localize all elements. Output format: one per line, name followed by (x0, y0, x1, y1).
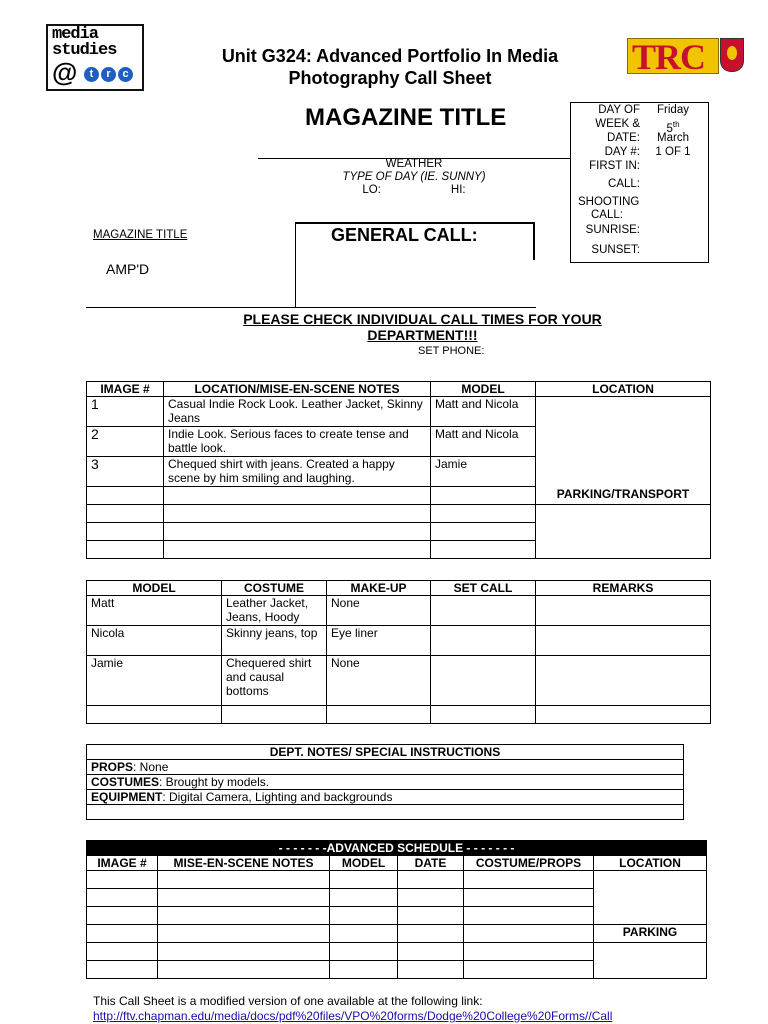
document-title: Unit G324: Advanced Portfolio In Media Photography Call Sheet (221, 46, 559, 88)
table-row (87, 805, 684, 820)
table-row: PROPS: None (87, 760, 684, 775)
set-phone-label: SET PHONE: (418, 345, 485, 357)
magazine-title-heading: MAGAZINE TITLE (305, 104, 507, 131)
table-row: 1 Casual Indie Rock Look. Leather Jacket, Skinny Jeans Matt and Nicola (87, 397, 711, 427)
magazine-title-label: MAGAZINE TITLE (93, 229, 188, 241)
table-row: Nicola Skinny jeans, top Eye liner (87, 626, 711, 656)
source-link[interactable]: http://ftv.chapman.edu/media/docs/pdf%20files/VPO%20forms/Dodge%20College%20Forms//Call (93, 1009, 613, 1023)
table-row: Matt Leather Jacket, Jeans, Hoody None (87, 596, 711, 626)
logo-letter: t (84, 67, 99, 82)
shots-table: IMAGE # LOCATION/MISE-EN-SCENE NOTES MODEL LOCATION 1 Casual Indie Rock Look. Leather Jacket, Skinny Jeans Matt and Nicola 2 Indie Look. Serious faces to create tense and battle look. Matt and Nicola 3 Chequed shirt with jeans. Created a happy scene by him smiling and laughing. Jamie PARKING/TRANSPORT (86, 381, 711, 559)
table-row: PARKING/TRANSPORT (87, 487, 711, 505)
cast-table: MODEL COSTUME MAKE-UP SET CALL REMARKS Matt Leather Jacket, Jeans, Hoody None Nicola Skinny jeans, top Eye liner Jamie Chequered shirt and causal bottoms None (86, 580, 711, 724)
magazine-name: AMP'D (106, 261, 150, 277)
shoot-info-box: DAY OF Friday WEEK & 5th DATE: March DAY #: 1 OF 1 FIRST IN: CALL: SHOOTING CALL: SUNRISE: SUNSET: (570, 102, 709, 263)
table-row: 2 Indie Look. Serious faces to create tense and battle look. Matt and Nicola (87, 427, 711, 457)
advanced-schedule-table: - - - - - - -ADVANCED SCHEDULE - - - - - - - IMAGE # MISE-EN-SCENE NOTES MODEL DATE COSTUME/PROPS LOCATION PARKING (86, 840, 707, 979)
trc-logo: TRC (627, 38, 745, 74)
table-row: 3 Chequed shirt with jeans. Created a happy scene by him smiling and laughing. Jamie (87, 457, 711, 487)
table-row (87, 505, 711, 523)
table-row (87, 943, 707, 961)
table-row: PARKING (87, 925, 707, 943)
dept-notes-table: DEPT. NOTES/ SPECIAL INSTRUCTIONS PROPS: None COSTUMES: Brought by models. EQUIPMENT: Digital Camera, Lighting and backgrounds (86, 744, 684, 820)
general-call-box: GENERAL CALL: (295, 222, 535, 306)
logo-letter: r (101, 67, 116, 82)
department-notice: PLEASE CHECK INDIVIDUAL CALL TIMES FOR YOUR DEPARTMENT!!! (243, 311, 602, 343)
media-studies-logo: media studies @ t r c (46, 24, 144, 91)
table-row (87, 706, 711, 724)
crest-icon (720, 38, 744, 72)
footer-note: This Call Sheet is a modified version of one available at the following link: (93, 994, 483, 1008)
logo-letter: c (118, 67, 133, 82)
table-row: EQUIPMENT: Digital Camera, Lighting and backgrounds (87, 790, 684, 805)
table-row: COSTUMES: Brought by models. (87, 775, 684, 790)
table-row: Jamie Chequered shirt and causal bottoms None (87, 656, 711, 706)
table-row (87, 871, 707, 889)
divider (86, 307, 536, 308)
weather-block: WEATHER TYPE OF DAY (IE. SUNNY) LO: HI: (342, 158, 486, 196)
